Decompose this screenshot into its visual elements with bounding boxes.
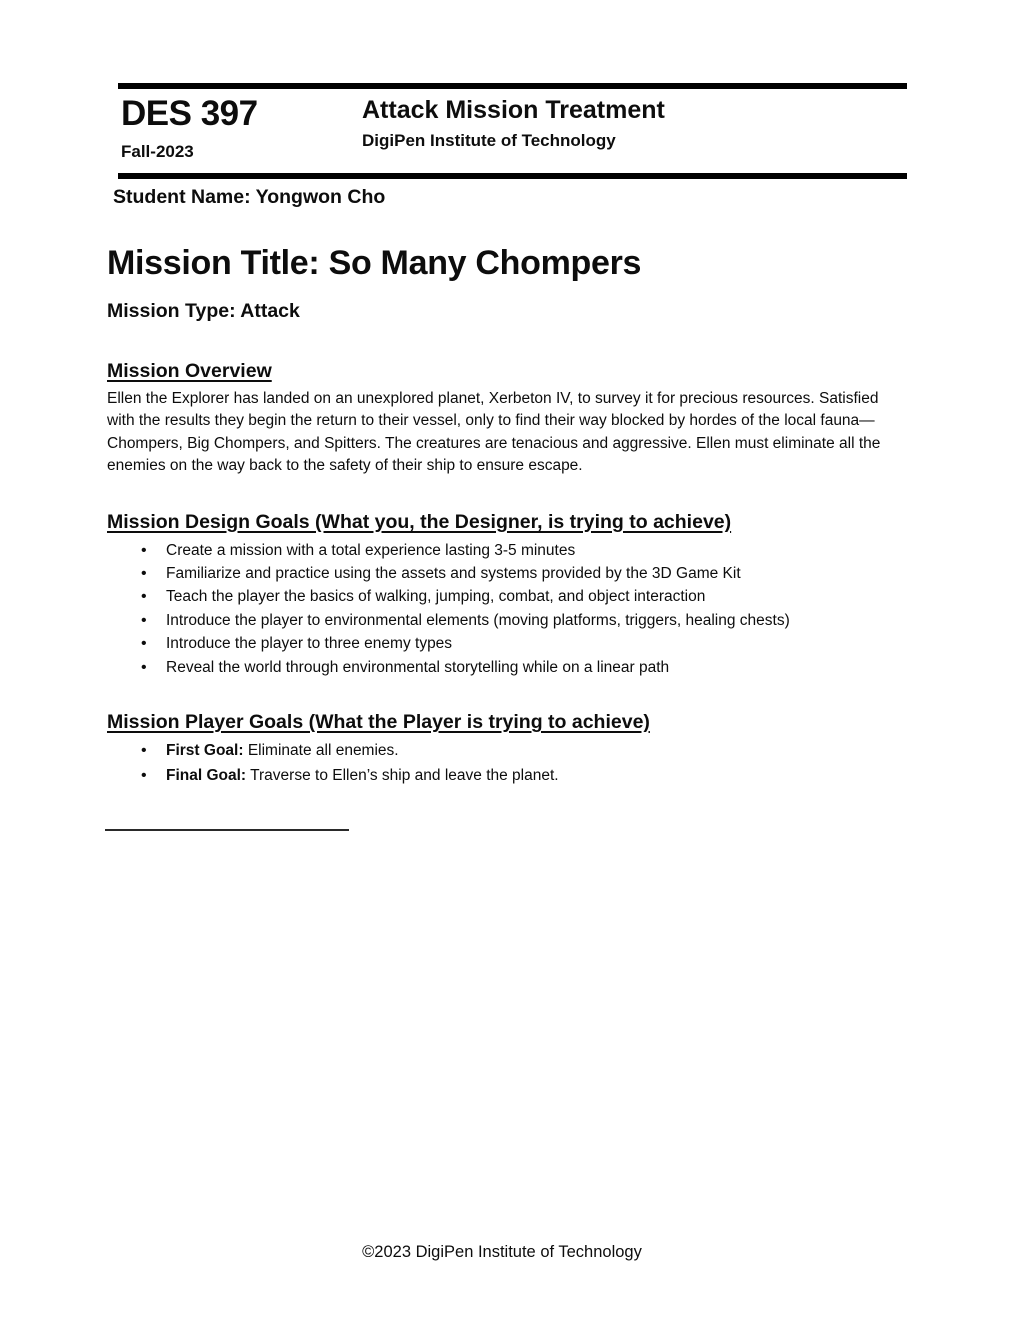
header-left-column bbox=[121, 96, 362, 162]
mission-type: Mission Type: Attack bbox=[107, 300, 300, 322]
student-name-line: Student Name: Yongwon Cho bbox=[113, 186, 386, 208]
document-body bbox=[107, 243, 909, 831]
player-goals-list bbox=[107, 739, 909, 788]
blank-signature-line bbox=[105, 829, 349, 831]
section-heading-player-goals: Mission Player Goals (What the Player is trying to achieve) bbox=[107, 711, 650, 734]
design-goal-item: • Introduce the player to environmental elements (moving platforms, triggers, healing chests) bbox=[107, 609, 909, 632]
goal-text: Eliminate all enemies. bbox=[247, 742, 399, 760]
section-heading-overview: Mission Overview bbox=[107, 360, 272, 382]
header-right-column bbox=[362, 96, 665, 151]
design-goals-list bbox=[107, 539, 909, 679]
mission-title: Mission Title: So Many Chompers bbox=[107, 244, 642, 282]
overview-paragraph: Ellen the Explorer has landed on an unexplored planet, Xerbeton IV, to survey it for precious resources. Satisfied with the results they begin the return to their vessel, only to find their way blocked by hordes of the local fauna—Chompers, Big Chompers, and Spitters. The creatures are tenacious and aggressive. Ellen must eliminate all the enemies on the way back to the safety of their ship to ensure escape. bbox=[107, 390, 881, 475]
footer-copyright: ©2023 DigiPen Institute of Technology bbox=[362, 1243, 642, 1261]
goal-text: Traverse to Ellen’s ship and leave the planet. bbox=[250, 766, 559, 784]
design-goal-item: • Create a mission with a total experience lasting 3-5 minutes bbox=[107, 539, 909, 562]
player-goal-item bbox=[107, 739, 909, 764]
document-header bbox=[118, 83, 907, 179]
institution-name: DigiPen Institute of Technology bbox=[362, 131, 616, 151]
document-title: Attack Mission Treatment bbox=[362, 96, 665, 124]
player-goal-item bbox=[107, 764, 909, 789]
design-goal-item: • Introduce the player to three enemy types bbox=[107, 632, 909, 655]
section-heading-design-goals: Mission Design Goals (What you, the Designer, is trying to achieve) bbox=[107, 510, 732, 533]
term-label: Fall-2023 bbox=[121, 142, 194, 161]
design-goal-item: • Familiarize and practice using the assets and systems provided by the 3D Game Kit bbox=[107, 562, 909, 585]
course-code: DES 397 bbox=[121, 94, 258, 133]
goal-label: First Goal: bbox=[166, 742, 244, 760]
goal-label: Final Goal: bbox=[166, 766, 247, 784]
design-goal-item: • Reveal the world through environmental storytelling while on a linear path bbox=[107, 656, 909, 679]
design-goal-item: • Teach the player the basics of walking, jumping, combat, and object interaction bbox=[107, 585, 909, 608]
